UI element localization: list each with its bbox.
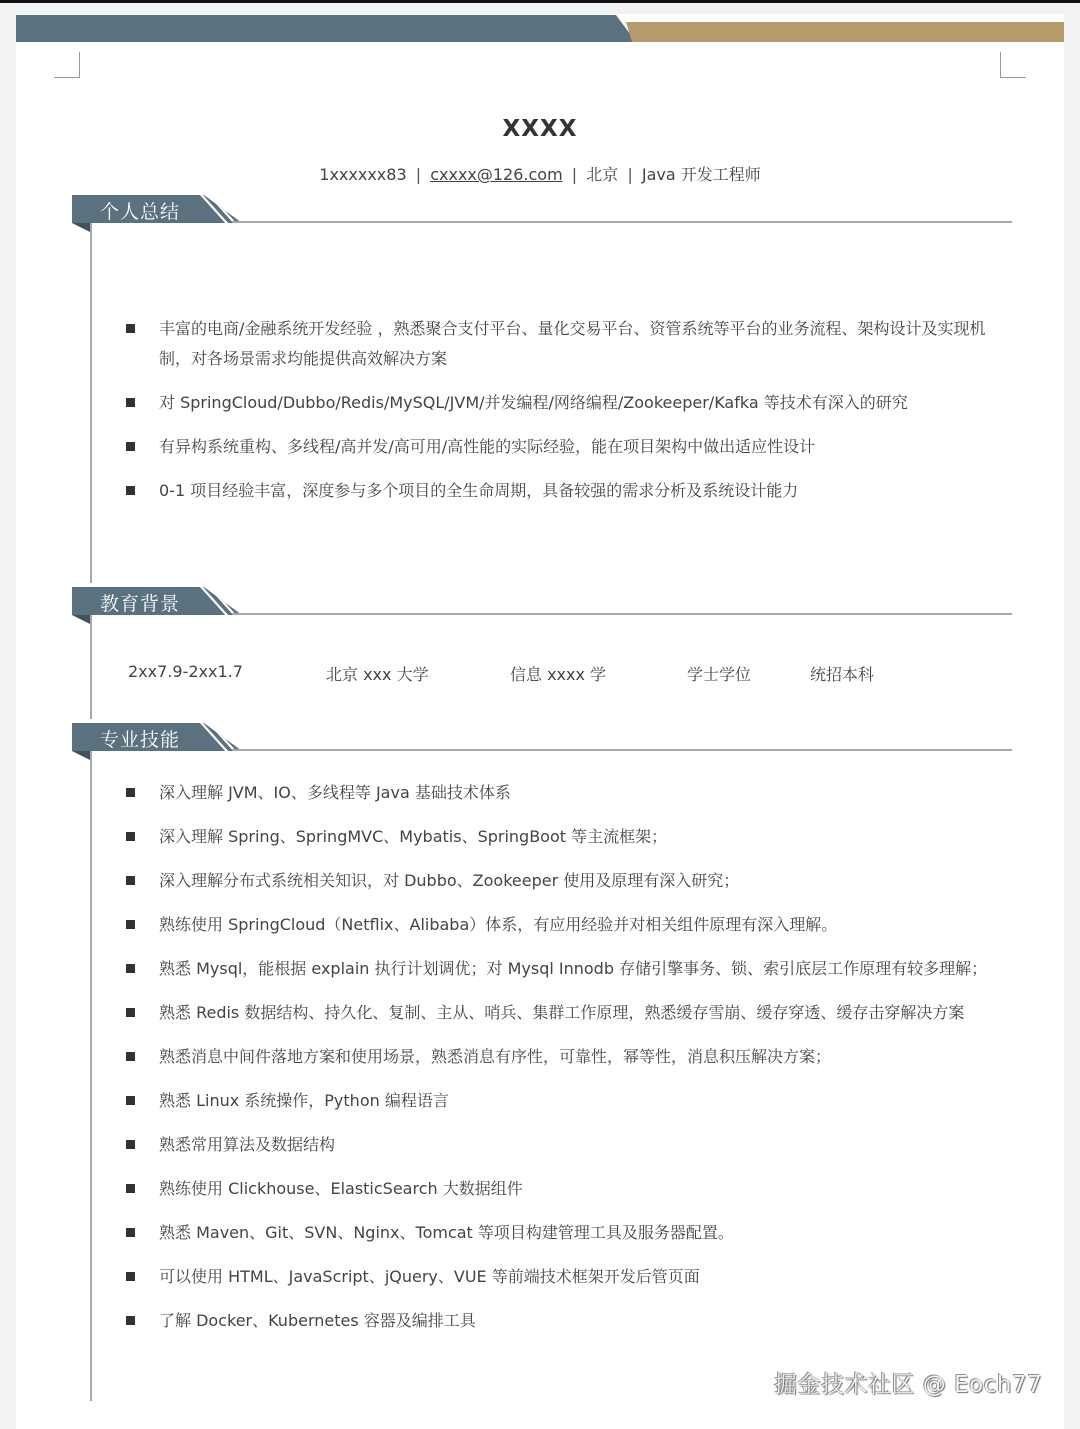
list-item: 了解 Docker、Kubernetes 容器及编排工具 — [124, 1306, 994, 1336]
separator: | — [415, 165, 422, 184]
header-band-primary — [16, 15, 636, 42]
education-major: 信息 xxxx 学 — [510, 665, 607, 684]
list-item: 熟悉 Maven、Git、SVN、Nginx、Tomcat 等项目构建管理工具及服务器配置。 — [124, 1218, 994, 1248]
position: Java 开发工程师 — [641, 165, 761, 184]
crop-mark-top-right — [1000, 52, 1026, 78]
watermark: 掘金技术社区 @ Eoch77 — [774, 1372, 1043, 1398]
section-rule — [232, 221, 1012, 223]
section-title: 教育背景 — [100, 593, 181, 615]
tab-fold — [72, 615, 92, 625]
summary-list — [124, 314, 994, 506]
list-item: 有异构系统重构、多线程/高并发/高可用/高性能的实际经验，能在项目架构中做出适应性设计 — [124, 432, 994, 462]
separator: | — [627, 165, 633, 184]
list-item: 熟悉 Redis 数据结构、持久化、复制、主从、哨兵、集群工作原理，熟悉缓存雪崩、缓存穿透、缓存击穿解决方案 — [124, 998, 994, 1028]
section-rule — [232, 613, 1012, 615]
list-item: 熟悉常用算法及数据结构 — [124, 1130, 994, 1160]
section-side-line — [90, 615, 92, 719]
email-link[interactable]: cxxxx@126.com — [430, 165, 563, 184]
list-item: 深入理解分布式系统相关知识，对 Dubbo、Zookeeper 使用及原理有深入研究； — [124, 866, 994, 896]
section-header-summary — [72, 195, 1012, 235]
header-band-accent — [626, 22, 1064, 42]
phone: 1xxxxxx83 — [319, 165, 407, 184]
list-item: 深入理解 JVM、IO、多线程等 Java 基础技术体系 — [124, 778, 994, 808]
crop-mark-top-left — [54, 52, 80, 78]
education-school: 北京 xxx 大学 — [326, 665, 429, 684]
section-rule — [232, 749, 1012, 751]
tab-stripe — [200, 587, 228, 615]
screen-top-edge — [0, 0, 1080, 3]
list-item: 熟练使用 Clickhouse、ElasticSearch 大数据组件 — [124, 1174, 994, 1204]
candidate-name: XXXX — [502, 116, 578, 142]
contact-line — [16, 162, 1064, 185]
section-side-line — [90, 223, 92, 583]
list-item: 深入理解 Spring、SpringMVC、Mybatis、SpringBoot 等主流框架； — [124, 822, 994, 852]
list-item: 丰富的电商/金融系统开发经验 ，熟悉聚合支付平台、量化交易平台、资管系统等平台的业务流程、架构设计及实现机制，对各场景需求均能提供高效解决方案 — [124, 314, 994, 374]
list-item: 可以使用 HTML、JavaScript、jQuery、VUE 等前端技术框架开发后管页面 — [124, 1262, 994, 1292]
section-title: 专业技能 — [100, 729, 181, 751]
section-header-education — [72, 587, 1012, 627]
tab-fold — [72, 751, 92, 761]
list-item: 熟悉 Mysql，能根据 explain 执行计划调优；对 Mysql Innodb 存储引擎事务、锁、索引底层工作原理有较多理解； — [124, 954, 994, 984]
list-item: 熟悉消息中间件落地方案和使用场景，熟悉消息有序性，可靠性，幂等性，消息积压解决方案； — [124, 1042, 994, 1072]
skills-list — [124, 778, 994, 1336]
section-title: 个人总结 — [100, 201, 181, 223]
list-item: 对 SpringCloud/Dubbo/Redis/MySQL/JVM/并发编程/网络编程/Zookeeper/Kafka 等技术有深入的研究 — [124, 388, 994, 418]
list-item: 熟悉 Linux 系统操作，Python 编程语言 — [124, 1086, 994, 1116]
section-header-skills — [72, 723, 1012, 763]
tab-stripe — [200, 195, 228, 223]
city: 北京 — [586, 165, 619, 184]
tab-stripe — [200, 723, 228, 751]
list-item: 熟练使用 SpringCloud（Netflix、Alibaba）体系，有应用经验并对相关组件原理有深入理解。 — [124, 910, 994, 940]
tab-fold — [72, 223, 92, 233]
resume-page — [16, 14, 1064, 1429]
education-type: 统招本科 — [810, 665, 875, 684]
list-item: 0-1 项目经验丰富，深度参与多个项目的全生命周期，具备较强的需求分析及系统设计能力 — [124, 476, 994, 506]
education-period: 2xx7.9-2xx1.7 — [128, 662, 243, 681]
section-side-line — [90, 751, 92, 1401]
education-degree: 学士学位 — [687, 665, 752, 684]
separator: | — [571, 165, 578, 184]
